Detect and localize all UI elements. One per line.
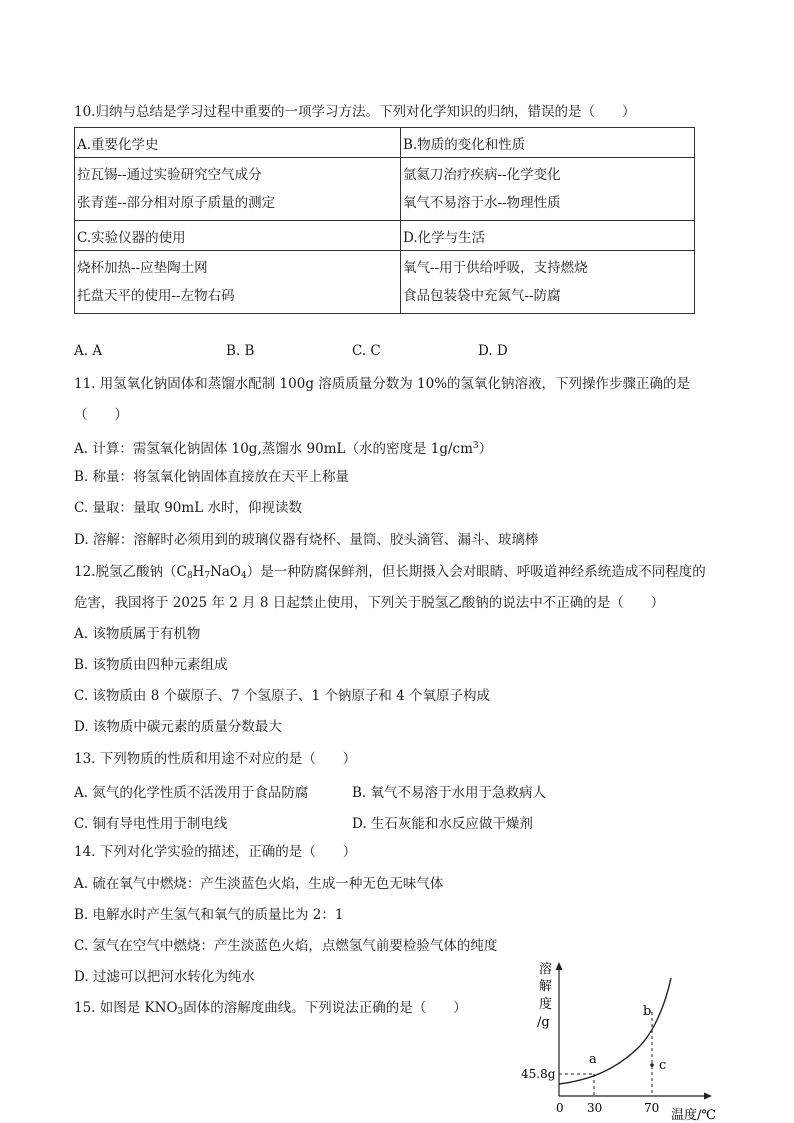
q12-stem-cont: 危害，我国将于 2025 年 2 月 8 日起禁止使用，下列关于脱氢乙酸钠的说法中不正确的是（ ） — [74, 595, 665, 611]
y-axis-arrow-icon — [556, 962, 563, 970]
cell-b-head: B.物质的变化和性质 — [401, 128, 695, 158]
cell-a-head: A.重要化学史 — [75, 128, 401, 158]
q10-option-a: A. A — [74, 343, 103, 359]
q13-option-c: C. 铜有导电性用于制电线 — [74, 816, 228, 832]
q11-option-c: C. 量取：量取 90mL 水时，仰视读数 — [74, 500, 302, 516]
q13-option-d: D. 生石灰能和水反应做干燥剂 — [352, 816, 533, 832]
cell-d-head: D.化学与生活 — [401, 221, 695, 251]
q10-summary-table — [74, 127, 695, 314]
cell-a-line-2: 张青莲--部分相对原子质量的测定 — [77, 195, 276, 211]
origin-label: 0 — [556, 1101, 564, 1115]
cell-b-body — [401, 158, 695, 221]
q13-option-b: B. 氧气不易溶于水用于急救病人 — [352, 785, 547, 801]
cell-d-line-2: 食品包装袋中充氮气--防腐 — [403, 288, 561, 304]
q12-option-b: B. 该物质由四种元素组成 — [74, 657, 228, 673]
point-c-dot — [650, 1063, 654, 1067]
q10-stem: 10.归纳与总结是学习过程中重要的一项学习方法。下列对化学知识的归纳，错误的是（ ） — [74, 104, 636, 120]
q11-stem: 11. 用氢氧化钠固体和蒸馏水配制 100g 溶质质量分数为 10%的氢氧化钠溶液，下列操作步骤正确的是 — [74, 376, 691, 392]
cell-d-body — [401, 251, 695, 314]
y-label-char-3: 度 — [539, 997, 553, 1012]
cell-b-line-1: 氩氦刀治疗疾病--化学变化 — [403, 167, 561, 183]
q10-option-c: C. C — [352, 343, 381, 359]
x-tick-30: 30 — [587, 1101, 603, 1115]
q11-stem-bracket: （ ） — [74, 407, 128, 423]
x-axis-label: 温度/℃ — [671, 1108, 716, 1123]
q12-option-a: A. 该物质属于有机物 — [74, 626, 201, 642]
q10-option-d: D. D — [478, 343, 508, 359]
q15-stem: 15. 如图是 $KNO_3$固体的溶解度曲线。下列说法正确的是（ ） — [74, 1000, 467, 1017]
cell-c-head: C.实验仪器的使用 — [75, 221, 401, 251]
q14-option-a: A. 硫在氧气中燃烧：产生淡蓝色火焰，生成一种无色无味气体 — [74, 876, 444, 892]
q10-option-b: B. B — [226, 343, 255, 359]
x-axis-arrow-icon — [704, 1093, 712, 1100]
q14-option-b: B. 电解水时产生氢气和氧气的质量比为 2：1 — [74, 907, 344, 923]
y-mark-label: 45.8g — [521, 1067, 556, 1081]
y-label-char-1: 溶 — [539, 962, 553, 977]
solubility-curve-figure — [520, 958, 740, 1123]
cell-a-line-1: 拉瓦锡--通过实验研究空气成分 — [77, 167, 262, 183]
cell-d-line-1: 氧气--用于供给呼吸，支持燃烧 — [403, 260, 588, 276]
q12-option-d: D. 该物质中碳元素的质量分数最大 — [74, 719, 282, 735]
q12-option-c: C. 该物质由 8 个碳原子、7 个氢原子、1 个钠原子和 4 个氧原子构成 — [74, 688, 491, 704]
cell-c-body — [75, 251, 401, 314]
kno3-solubility-curve — [559, 978, 671, 1084]
y-label-char-4: /g — [537, 1015, 550, 1030]
point-b-label: b — [643, 1004, 652, 1019]
q13-option-a: A. 氮气的化学性质不活泼用于食品防腐 — [74, 785, 309, 801]
q11-option-d: D. 溶解：溶解时必须用到的玻璃仪器有烧杯、量筒、胶头滴管、漏斗、玻璃棒 — [74, 532, 539, 548]
q11-option-b: B. 称量：将氢氧化钠固体直接放在天平上称量 — [74, 469, 350, 485]
point-c-label: c — [659, 1058, 667, 1073]
q13-stem: 13. 下列物质的性质和用途不对应的是（ ） — [74, 751, 357, 767]
point-a-label: a — [589, 1052, 597, 1067]
x-tick-70: 70 — [644, 1101, 660, 1115]
cell-c-line-2: 托盘天平的使用--左物右码 — [77, 288, 235, 304]
cell-c-line-1: 烧杯加热--应垫陶土网 — [77, 260, 208, 276]
y-label-char-2: 解 — [539, 979, 553, 994]
q10-options — [74, 343, 674, 361]
q14-stem: 14. 下列对化学实验的描述，正确的是（ ） — [74, 844, 357, 860]
cell-a-body — [75, 158, 401, 221]
q14-option-c: C. 氢气在空气中燃烧：产生淡蓝色火焰，点燃氢气前要检验气体的纯度 — [74, 938, 498, 954]
q12-stem: 12.脱氢乙酸钠$(C_8H_7NaO_4)$是一种防腐保鲜剂，但长期摄入会对眼睛、呼吸道神经系统造成不同程度的 — [74, 564, 706, 581]
q14-option-d: D. 过滤可以把河水转化为纯水 — [74, 969, 255, 985]
cell-b-line-2: 氧气不易溶于水--物理性质 — [403, 195, 561, 211]
q11-option-a: A. 计算：需氢氧化钠固体 10g,蒸馏水 90mL（水的密度是 $1g/cm^3$） — [74, 441, 493, 457]
